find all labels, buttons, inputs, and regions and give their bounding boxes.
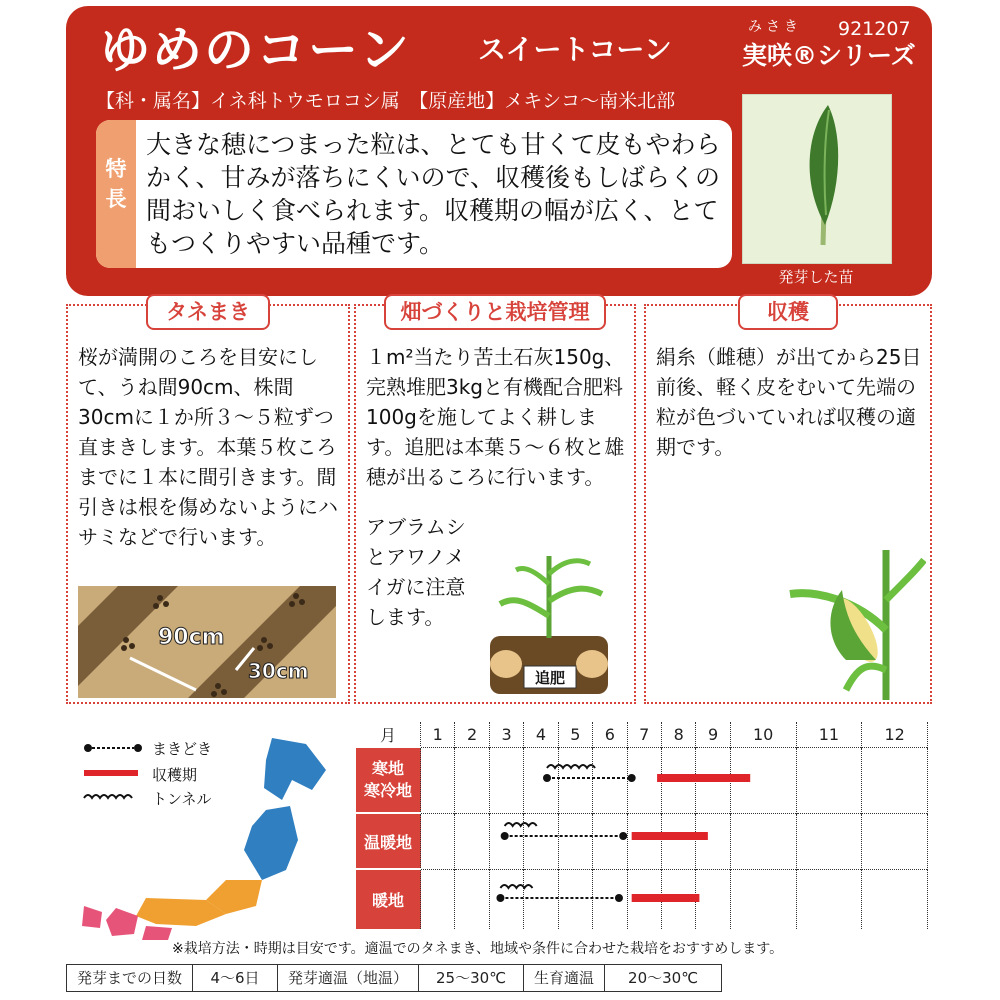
feature-tab-label-2: 長 xyxy=(105,187,127,211)
feature-tab xyxy=(96,120,136,268)
tunnel-mark xyxy=(500,885,532,888)
fertilizer-label: 追肥 xyxy=(534,669,566,687)
month-6: 6 xyxy=(593,722,627,747)
month-2: 2 xyxy=(455,722,489,747)
calendar-bars xyxy=(420,722,928,932)
classification-line: 【科・属名】イネ科トウモロコシ属 【原産地】メキシコ〜南米北部 xyxy=(96,90,676,112)
month-10: 10 xyxy=(730,722,796,747)
harvest-period xyxy=(632,832,708,840)
tunnel-mark xyxy=(505,823,537,826)
month-5: 5 xyxy=(558,722,592,747)
cultivation-label: 畑づくりと栽培管理 xyxy=(384,294,606,330)
seedling-caption: 発芽した苗 xyxy=(778,268,854,286)
grow-temp-value: 20〜30℃ xyxy=(628,969,699,987)
month-4: 4 xyxy=(524,722,558,747)
region-hot: 暖地 xyxy=(356,869,421,929)
month-8: 8 xyxy=(661,722,695,747)
legend-harvest: 収穫期 xyxy=(152,766,198,784)
month-7: 7 xyxy=(627,722,661,747)
legend-tunnel: トンネル xyxy=(152,790,212,808)
series-ruby: みさき xyxy=(748,19,802,35)
corn-ear-illustration xyxy=(786,540,926,700)
product-code: 921207 xyxy=(838,18,911,40)
sowing-endpoint xyxy=(496,894,504,902)
sowing-endpoint xyxy=(628,774,636,782)
product-title: ゆめのコーン xyxy=(100,21,411,79)
seedling-photo xyxy=(742,94,892,264)
grow-temp-label: 生育適温 xyxy=(524,965,605,991)
region-cold: 寒地 寒冷地 xyxy=(356,747,421,813)
harvest-text: 絹糸（雌穂）が出てから25日前後、軽く皮をむいて先端の粒が色づいていれば収穫の適期です。 xyxy=(656,345,922,459)
feature-tab-label-1: 特 xyxy=(105,157,127,181)
sowing-endpoint xyxy=(619,832,627,840)
germ-temp-label: 発芽適温（地温） xyxy=(278,965,419,991)
pest-text: アブラムシとアワノメイガに注意します。 xyxy=(366,515,466,629)
row-spacing-label: 90cm xyxy=(158,625,225,650)
harvest-period xyxy=(632,894,700,902)
feature-box xyxy=(96,120,732,268)
legend-sowing: まきどき xyxy=(152,740,213,758)
month-12: 12 xyxy=(862,722,928,747)
sowing-endpoint xyxy=(501,832,509,840)
region-warm: 温暖地 xyxy=(356,813,421,869)
month-9: 9 xyxy=(696,722,730,747)
germ-days-value: 4〜6日 xyxy=(193,965,278,991)
spacing-diagram xyxy=(78,586,336,698)
info-table xyxy=(66,964,722,992)
japan-map xyxy=(76,730,346,940)
sowing-label: タネまき xyxy=(146,294,270,330)
plant-spacing-label: 30cm xyxy=(248,659,309,683)
harvest-label: 収穫 xyxy=(738,294,838,330)
seedling-icon xyxy=(743,95,891,263)
sowing-endpoint xyxy=(543,774,551,782)
sowing-text: 桜が満開のころを目安にして、うね間90cm、株間30cmに１か所３〜５粒ずつ直まきします。本葉５枚ころまでに１本に間引きます。間引きは根を傷めないようにハサミなどで行います。 xyxy=(78,345,338,549)
product-subtitle: スイートコーン xyxy=(478,33,672,66)
month-1: 1 xyxy=(421,722,455,747)
feature-text: 大きな穂につまった粒は、とても甘くて皮もやわらかく、甘みが落ちにくいので、収穫後もしばらくの間おいしく食べられます。収穫期の幅が広く、とてもつくりやすい品種です。 xyxy=(146,130,721,258)
tunnel-mark xyxy=(547,765,595,768)
calendar-month-header: 月 xyxy=(356,722,421,747)
germ-temp-value: 25〜30℃ xyxy=(419,965,524,991)
germ-days-label: 発芽までの日数 xyxy=(67,965,193,991)
month-11: 11 xyxy=(796,722,862,747)
month-3: 3 xyxy=(489,722,523,747)
fertilizer-illustration xyxy=(486,546,612,698)
harvest-period xyxy=(657,774,750,782)
sowing-endpoint xyxy=(615,894,623,902)
series-name: 実咲®シリーズ xyxy=(742,41,916,70)
cultivation-text: １m²当たり苦土石灰150g、完熟堆肥3kgと有機配合肥料100gを施してよく耕します。追肥は本葉５〜６枚と雄穂が出るころに行います。 xyxy=(366,345,625,489)
footnote: ※栽培方法・時期は目安です。適温でのタネまき、地域や条件に合わせた栽培をおすすめします。 xyxy=(172,941,784,957)
